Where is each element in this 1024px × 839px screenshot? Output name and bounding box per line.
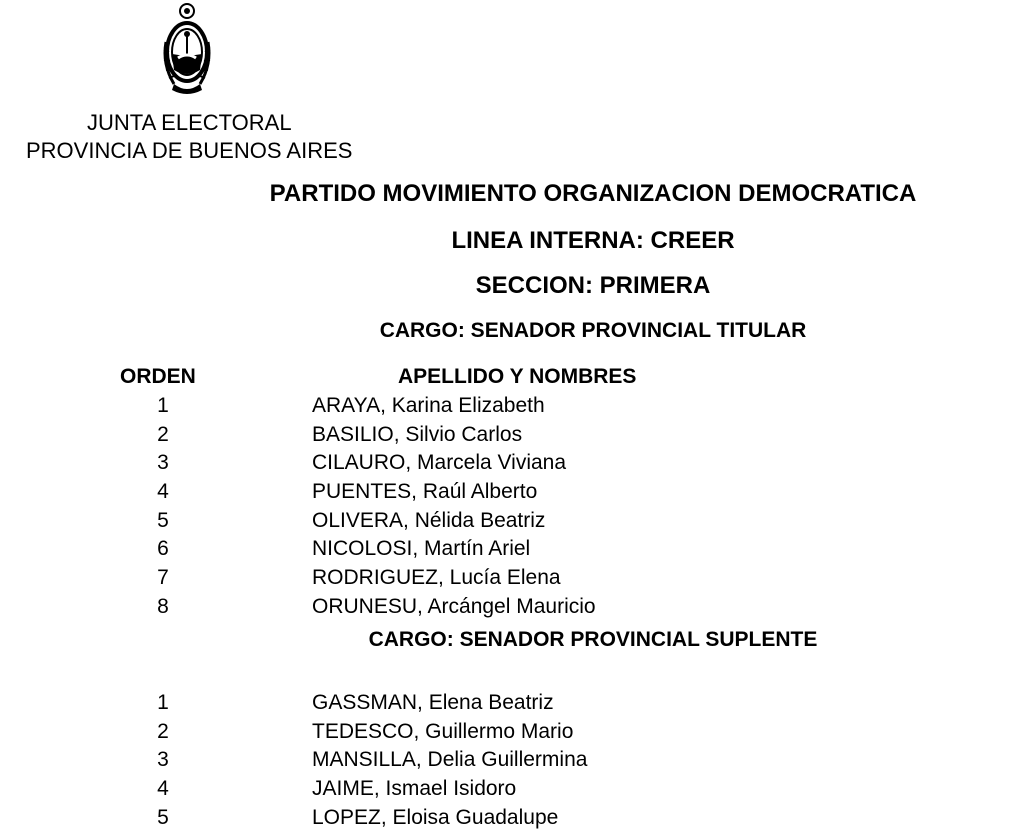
candidate-name: LOPEZ, Eloisa Guadalupe [312, 805, 559, 829]
candidate-name: NICOLOSI, Martín Ariel [312, 537, 531, 561]
candidate-name: CILAURO, Marcela Viviana [312, 451, 567, 475]
orden-number: 6 [157, 537, 169, 561]
candidate-name: PUENTES, Raúl Alberto [312, 480, 538, 504]
orden-number: 8 [157, 594, 169, 618]
linea-interna-title: LINEA INTERNA: CREER [451, 227, 735, 254]
orden-number: 1 [157, 394, 169, 417]
candidate-name: ORUNESU, Arcángel Mauricio [312, 594, 596, 618]
column-header-orden: ORDEN [120, 365, 196, 388]
candidate-name: BASILIO, Silvio Carlos [312, 422, 523, 446]
party-title: PARTIDO MOVIMIENTO ORGANIZACION DEMOCRATICA [269, 180, 917, 207]
orden-number: 3 [157, 451, 169, 475]
orden-number: 2 [157, 719, 169, 743]
orden-number: 5 [157, 805, 169, 829]
orden-number: 2 [157, 422, 169, 446]
orden-number: 3 [157, 748, 169, 772]
org-name-line1: JUNTA ELECTORAL [87, 110, 292, 135]
coat-of-arms-seal-icon [160, 2, 214, 96]
candidate-name: MANSILLA, Delia Guillermina [312, 748, 588, 772]
cargo-suplente-heading: CARGO: SENADOR PROVINCIAL SUPLENTE [368, 628, 818, 651]
candidate-name: JAIME, Ismael Isidoro [312, 777, 517, 801]
candidate-name: GASSMAN, Elena Beatriz [312, 691, 554, 714]
candidate-name: RODRIGUEZ, Lucía Elena [312, 566, 561, 590]
orden-number: 7 [157, 566, 169, 590]
seccion-title: SECCION: PRIMERA [475, 272, 711, 299]
cargo-titular-heading: CARGO: SENADOR PROVINCIAL TITULAR [379, 319, 807, 342]
org-name-line2: PROVINCIA DE BUENOS AIRES [26, 138, 353, 163]
candidate-name: ARAYA, Karina Elizabeth [312, 394, 545, 417]
orden-number: 5 [157, 508, 169, 532]
candidate-name: OLIVERA, Nélida Beatriz [312, 508, 546, 532]
orden-number: 4 [157, 480, 169, 504]
orden-number: 4 [157, 777, 169, 801]
candidate-name: TEDESCO, Guillermo Mario [312, 719, 574, 743]
column-header-nombres: APELLIDO Y NOMBRES [398, 365, 637, 388]
orden-number: 1 [157, 691, 169, 714]
